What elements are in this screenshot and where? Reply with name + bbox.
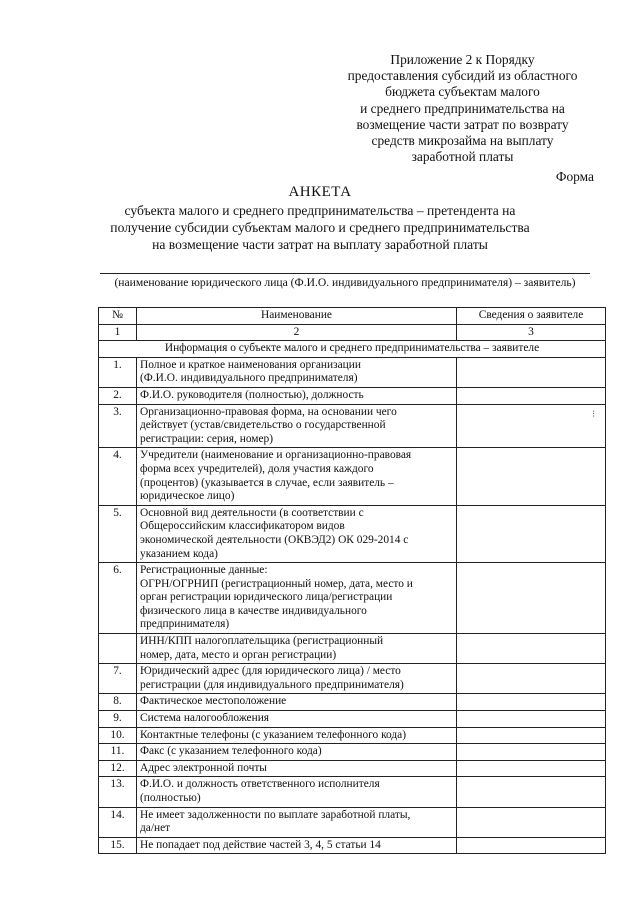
applicant-info-cell[interactable] <box>457 505 606 562</box>
table-row <box>99 777 606 807</box>
row-number <box>99 634 137 664</box>
applicant-info-cell[interactable] <box>457 404 606 448</box>
row-label-line: экономической деятельности (ОКВЭД2) ОК 029-2014 с <box>140 533 409 546</box>
table-row <box>99 634 606 664</box>
row-label-line: Регистрационные данные: <box>140 564 268 577</box>
applicant-info-cell[interactable] <box>457 448 606 505</box>
table-row <box>99 448 606 505</box>
questionnaire-table <box>98 307 606 854</box>
row-label-line: Контактные телефоны (с указанием телефонного кода) <box>140 728 407 741</box>
document-title: АНКЕТА <box>288 184 352 200</box>
table-row <box>99 807 606 837</box>
applicant-name-line[interactable] <box>100 273 590 274</box>
row-label-line: Не имеет задолженности по выплате заработной платы, <box>140 808 411 821</box>
header-number: № <box>99 308 137 325</box>
row-number: 8. <box>99 694 137 711</box>
column-number-row <box>99 324 606 341</box>
appendix-line: предоставления субсидий из областного <box>347 68 578 84</box>
row-label-line: (Ф.И.О. индивидуального предпринимателя) <box>140 372 358 385</box>
row-label-line: Организационно-правовая форма, на основании чего <box>140 405 397 418</box>
subtitle-line: субъекта малого и среднего предпринимательства – претендента на <box>124 203 516 218</box>
row-number: 13. <box>99 777 137 807</box>
row-number: 2. <box>99 387 137 404</box>
row-number: 4. <box>99 448 137 505</box>
row-label-line: ОГРН/ОГРНИП (регистрационный номер, дата, место и <box>140 577 413 590</box>
appendix-line: бюджета субъектам малого <box>385 84 540 100</box>
table-row <box>99 711 606 728</box>
row-number: 9. <box>99 711 137 728</box>
row-label-line: орган регистрации юридического лица/регистрации <box>140 591 393 604</box>
row-label-line: Не попадает под действие частей 3, 4, 5 статьи 14 <box>140 838 381 851</box>
row-label-line: регистрации (для индивидуального предпринимателя) <box>140 678 404 691</box>
row-label-line: Общероссийским классификатором видов <box>140 520 345 533</box>
row-number: 5. <box>99 505 137 562</box>
row-number: 7. <box>99 664 137 694</box>
table-row <box>99 694 606 711</box>
row-number: 10. <box>99 727 137 744</box>
row-label <box>137 777 457 807</box>
row-label-line: ИНН/КПП налогоплательщика (регистрационный <box>140 635 384 648</box>
row-label <box>137 448 457 505</box>
column-number: 1 <box>99 324 137 341</box>
applicant-info-cell[interactable] <box>457 711 606 728</box>
row-label-line: Адрес электронной почты <box>140 761 267 774</box>
applicant-info-cell[interactable] <box>457 760 606 777</box>
appendix-line: Приложение 2 к Порядку <box>390 52 535 67</box>
row-label <box>137 837 457 854</box>
applicant-info-cell[interactable] <box>457 727 606 744</box>
row-label-line: Фактическое местоположение <box>140 695 287 708</box>
table-row <box>99 505 606 562</box>
row-label-line: действует (устав/свидетельство о государственной <box>140 419 386 432</box>
row-label <box>137 760 457 777</box>
row-label <box>137 634 457 664</box>
table-row <box>99 760 606 777</box>
row-label-line: да/нет <box>140 822 171 835</box>
row-label-line: форма всех учредителей), доля участия каждого <box>140 462 374 475</box>
document-subtitle <box>60 202 580 253</box>
subtitle-line: получение субсидии субъектам малого и среднего предпринимательства <box>110 220 530 235</box>
row-label <box>137 563 457 634</box>
row-label-line: Учредители (наименование и организационно-правовая <box>140 449 412 462</box>
row-label <box>137 357 457 387</box>
appendix-line: возмещение части затрат по возврату <box>356 116 569 132</box>
row-label-line: Юридический адрес (для юридического лица) / место <box>140 665 401 678</box>
section-title-row <box>99 341 606 358</box>
column-number: 3 <box>457 324 606 341</box>
row-label-line: юридическое лицо) <box>140 490 235 503</box>
row-label <box>137 711 457 728</box>
subtitle-line: на возмещение части затрат на выплату заработной платы <box>152 237 488 252</box>
row-label <box>137 404 457 448</box>
scan-artifact: ⁝ <box>592 409 596 420</box>
row-number: 6. <box>99 563 137 634</box>
appendix-line: заработной платы <box>411 149 514 165</box>
row-label <box>137 727 457 744</box>
table-row <box>99 357 606 387</box>
row-label-line: (процентов) (указывается в случае, если заявитель – <box>140 476 394 489</box>
applicant-caption: (наименование юридического лица (Ф.И.О. индивидуального предпринимателя) – заявитель) <box>114 276 576 289</box>
header-name: Наименование <box>137 308 457 325</box>
table-row <box>99 744 606 761</box>
row-number: 15. <box>99 837 137 854</box>
table-row <box>99 727 606 744</box>
applicant-info-cell[interactable] <box>457 664 606 694</box>
row-label <box>137 387 457 404</box>
row-number: 1. <box>99 357 137 387</box>
row-label-line: Система налогообложения <box>140 712 270 725</box>
row-label <box>137 807 457 837</box>
applicant-info-cell[interactable] <box>457 563 606 634</box>
row-label-line: Ф.И.О. и должность ответственного исполнителя <box>140 778 380 791</box>
table-row <box>99 563 606 634</box>
table-row <box>99 387 606 404</box>
row-label <box>137 664 457 694</box>
table-row <box>99 664 606 694</box>
appendix-line: средств микрозайма на выплату <box>371 133 554 149</box>
row-label <box>137 505 457 562</box>
applicant-info-cell[interactable] <box>457 694 606 711</box>
table-header-row <box>99 308 606 325</box>
section-title: Информация о субъекте малого и среднего предпринимательства – заявителе <box>99 341 606 358</box>
applicant-info-cell[interactable] <box>457 777 606 807</box>
row-number: 14. <box>99 807 137 837</box>
appendix-line: и среднего предпринимательства на <box>360 100 565 116</box>
row-label-line: физического лица в качестве индивидуального <box>140 604 367 617</box>
row-label-line: регистрации: серия, номер) <box>140 432 274 445</box>
row-label-line: Полное и краткое наименования организации <box>140 358 361 371</box>
row-label-line: Основной вид деятельности (в соответствии с <box>140 506 364 519</box>
applicant-info-cell[interactable] <box>457 837 606 854</box>
row-label <box>137 744 457 761</box>
row-label-line: Ф.И.О. руководителя (полностью), должность <box>140 388 364 401</box>
row-label-line: (полностью) <box>140 792 201 804</box>
row-label <box>137 694 457 711</box>
row-number: 11. <box>99 744 137 761</box>
row-number: 12. <box>99 760 137 777</box>
applicant-info-cell[interactable] <box>457 357 606 387</box>
applicant-info-cell[interactable] <box>457 387 606 404</box>
applicant-info-cell[interactable] <box>457 634 606 664</box>
row-label-line: указанием кода) <box>140 547 218 560</box>
column-number: 2 <box>137 324 457 341</box>
row-label-line: Факс (с указанием телефонного кода) <box>140 745 322 758</box>
row-label-line: номер, дата, место и орган регистрации) <box>140 648 337 661</box>
row-number: 3. <box>99 404 137 448</box>
header-applicant-info: Сведения о заявителе <box>457 308 606 325</box>
row-label-line: предпринимателя) <box>140 618 230 631</box>
table-row <box>99 404 606 448</box>
appendix-reference <box>330 52 595 165</box>
applicant-info-cell[interactable] <box>457 744 606 761</box>
table-row <box>99 837 606 854</box>
applicant-info-cell[interactable] <box>457 807 606 837</box>
form-label: Форма <box>555 169 594 184</box>
